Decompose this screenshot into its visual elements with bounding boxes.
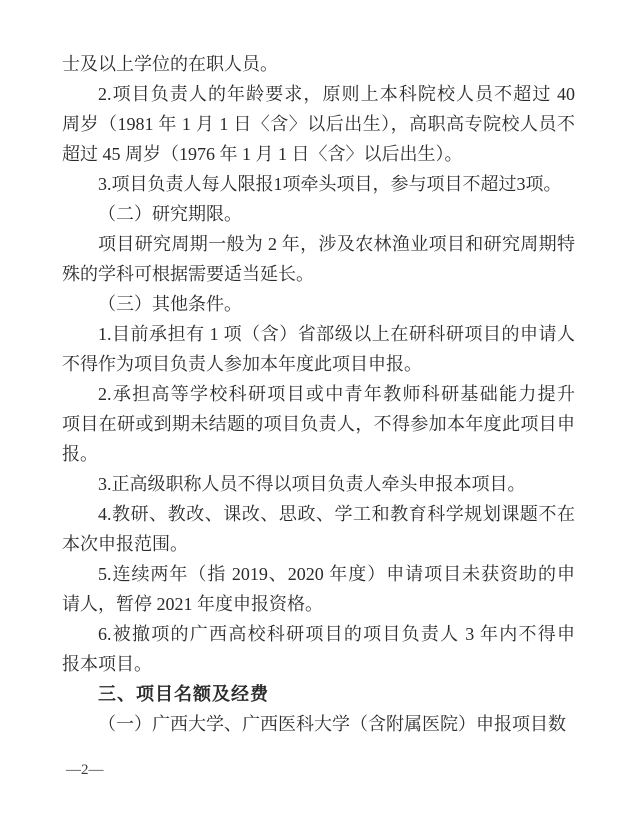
- paragraph: [62, 469, 575, 499]
- text-line: 周岁（1981 年 1 月 1 日〈含〉以后出生），高职高专院校人员不: [62, 114, 575, 134]
- paragraph: [62, 199, 575, 229]
- paragraph: [62, 319, 575, 379]
- page-number: —2—: [66, 762, 104, 778]
- text-line: 士及以上学位的在职人员。: [62, 54, 278, 74]
- paragraph: [62, 709, 575, 739]
- section-heading: [62, 679, 575, 709]
- text-line: （三）其他条件。: [98, 294, 242, 314]
- text-line: 不得作为项目负责人参加本年度此项目申报。: [62, 354, 422, 374]
- text-line: 4.教研、教改、课改、思政、学工和教育科学规划课题不在: [98, 504, 575, 524]
- page-footer: [66, 762, 104, 778]
- text-line: 殊的学科可根据需要适当延长。: [62, 264, 314, 284]
- text-line: 5.连续两年（指 2019、2020 年度）申请项目未获资助的申: [98, 564, 575, 584]
- text-line: 2.项目负责人的年龄要求，原则上本科院校人员不超过 40: [98, 84, 575, 104]
- text-line: 项目在研或到期未结题的项目负责人，不得参加本年度此项目申: [62, 414, 575, 434]
- text-line: 2.承担高等学校科研项目或中青年教师科研基础能力提升: [98, 384, 575, 404]
- text-line: 超过 45 周岁（1976 年 1 月 1 日〈含〉以后出生）。: [62, 144, 463, 164]
- paragraph: [62, 499, 575, 559]
- paragraph: [62, 79, 575, 169]
- text-line: 3.项目负责人每人限报1项牵头项目，参与项目不超过3项。: [98, 174, 562, 194]
- text-line: 1.目前承担有 1 项（含）省部级以上在研科研项目的申请人: [98, 324, 575, 344]
- document-body: [62, 49, 575, 739]
- text-line: （二）研究期限。: [98, 204, 242, 224]
- text-line: 3.正高级职称人员不得以项目负责人牵头申报本项目。: [98, 474, 526, 494]
- paragraph: [62, 169, 575, 199]
- text-line: 6.被撤项的广西高校科研项目的项目负责人 3 年内不得申: [98, 624, 575, 644]
- paragraph: [62, 289, 575, 319]
- paragraph: [62, 49, 575, 79]
- text-line: 报。: [62, 444, 98, 464]
- text-line: 报本项目。: [62, 654, 152, 674]
- text-line: 本次申报范围。: [62, 534, 188, 554]
- paragraph: [62, 229, 575, 289]
- paragraph: [62, 379, 575, 469]
- text-line: 请人，暂停 2021 年度申报资格。: [62, 594, 323, 614]
- paragraph: [62, 559, 575, 619]
- paragraph: [62, 619, 575, 679]
- text-line: 三、项目名额及经费: [98, 684, 269, 704]
- text-line: （一）广西大学、广西医科大学（含附属医院）申报项目数: [98, 714, 566, 734]
- text-line: 项目研究周期一般为 2 年，涉及农林渔业项目和研究周期特: [98, 234, 575, 254]
